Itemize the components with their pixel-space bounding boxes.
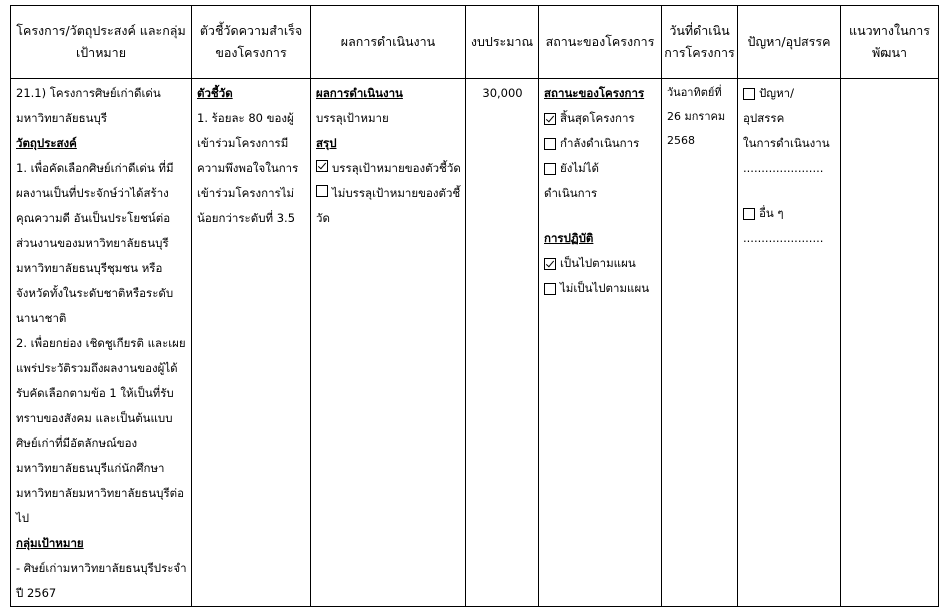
objective-2: 2. เพื่อยกย่อง เชิดชูเกียรติ และเผยแพร่ประวัติรวมถึงผลงานของผู้ได้รับคัดเลือกตามข้อ 1 ให้เป็นที่รับทราบของสังคม และเป็นต้นแบบศิษย์เก่าที่มีอัตลักษณ์ของมหาวิทยาลัยธนบุรีแก่นักศึกษามหาวิทยาลัยมหาวิทยาลัยธนบุรีต่อไป [16,336,186,525]
header-date: วันที่ดำเนินการโครงการ [662,6,738,79]
result-cell [311,79,466,607]
status-cell [539,79,662,607]
problem-option-1-cont2: ในการดำเนินงาน [743,136,830,150]
problem-dots-1: ...................... [743,161,824,175]
guideline-cell [841,79,939,607]
indicator-heading: ตัวชี้วัด [197,86,233,100]
indicator-text: 1. ร้อยละ 80 ของผู้เข้าร่วมโครงการมีความพึงพอใจในการเข้าร่วมโครงการไม่น้อยกว่าระดับที่ 3.5 [197,111,299,225]
problem-dots-2: ...................... [743,231,824,245]
budget-cell [466,79,539,607]
header-row [11,6,939,79]
checkbox-empty-icon[interactable] [544,283,556,295]
project-cell [11,79,192,607]
practice-option-2-label: ไม่เป็นไปตามแผน [560,281,650,295]
report-table [10,5,939,607]
header-result: ผลการดำเนินงาน [311,6,466,79]
header-project: โครงการ/วัตถุประสงค์ และกลุ่มเป้าหมาย [11,6,192,79]
status-option-2 [544,131,657,156]
problem-option-2-label: อื่น ๆ [759,206,784,220]
status-option-1 [544,106,657,131]
summary-option-2 [316,181,461,231]
result-heading: ผลการดำเนินงาน [316,86,403,100]
summary-heading: สรุป [316,136,337,150]
practice-heading: การปฏิบัติ [544,231,594,245]
checkbox-empty-icon[interactable] [544,138,556,150]
header-guideline: แนวทางในการพัฒนา [841,6,939,79]
problem-option-2 [743,201,836,226]
indicator-cell [192,79,311,607]
status-option-2-label: กำลังดำเนินการ [560,136,640,150]
checkbox-empty-icon[interactable] [743,208,755,220]
target-heading: กลุ่มเป้าหมาย [16,536,84,550]
status-option-3 [544,156,657,181]
status-heading: สถานะของโครงการ [544,86,645,100]
header-status: สถานะของโครงการ [539,6,662,79]
problem-cell [738,79,841,607]
checkbox-checked-icon[interactable] [544,113,556,125]
checkbox-checked-icon[interactable] [316,160,328,172]
problem-option-1-cont: อุปสรรค [743,111,785,125]
checkbox-empty-icon[interactable] [544,163,556,175]
result-text: บรรลุเป้าหมาย [316,111,389,125]
header-budget: งบประมาณ [466,6,539,79]
checkbox-empty-icon[interactable] [316,185,328,197]
summary-option-2-label: ไม่บรรลุเป้าหมายของตัวชี้วัด [316,186,461,225]
summary-option-1-label: บรรลุเป้าหมายของตัวชี้วัด [332,161,461,175]
objective-1: 1. เพื่อคัดเลือกศิษย์เก่าดีเด่น ที่มีผลงานเป็นที่ประจักษ์ว่าได้สร้างคุณความดี อันเป็นประโยชน์ต่อส่วนงานของมหาวิทยาลัยธนบุรี มหาวิทยาลัยธนบุรีชุมชน หรือจังหวัดทั้งในระดับชาติหรือระดับนานาชาติ [16,161,174,325]
status-option-3-label: ยังไม่ได้ [560,161,599,175]
problem-option-1 [743,81,836,106]
practice-option-1-label: เป็นไปตามแผน [560,256,636,270]
table-row [11,79,939,607]
header-problem: ปัญหา/อุปสรรค [738,6,841,79]
practice-option-2 [544,276,657,301]
project-name: 21.1) โครงการศิษย์เก่าดีเด่นมหาวิทยาลัยธนบุรี [16,86,161,125]
status-option-3-cont: ดำเนินการ [544,186,598,200]
header-indicator: ตัวชี้วัดความสำเร็จของโครงการ [192,6,311,79]
problem-option-1-label: ปัญหา/ [759,86,795,100]
target-text: - ศิษย์เก่ามหาวิทยาลัยธนบุรีประจำปี 2567 [16,561,187,600]
summary-option-1 [316,156,461,181]
objective-heading: วัตถุประสงค์ [16,136,77,150]
status-option-1-label: สิ้นสุดโครงการ [560,111,635,125]
budget-value: 30,000 [482,86,523,100]
date-value: วันอาทิตย์ที่ 26 มกราคม 2568 [667,86,726,147]
checkbox-empty-icon[interactable] [743,88,755,100]
date-cell [662,79,738,607]
practice-option-1 [544,251,657,276]
checkbox-checked-icon[interactable] [544,258,556,270]
